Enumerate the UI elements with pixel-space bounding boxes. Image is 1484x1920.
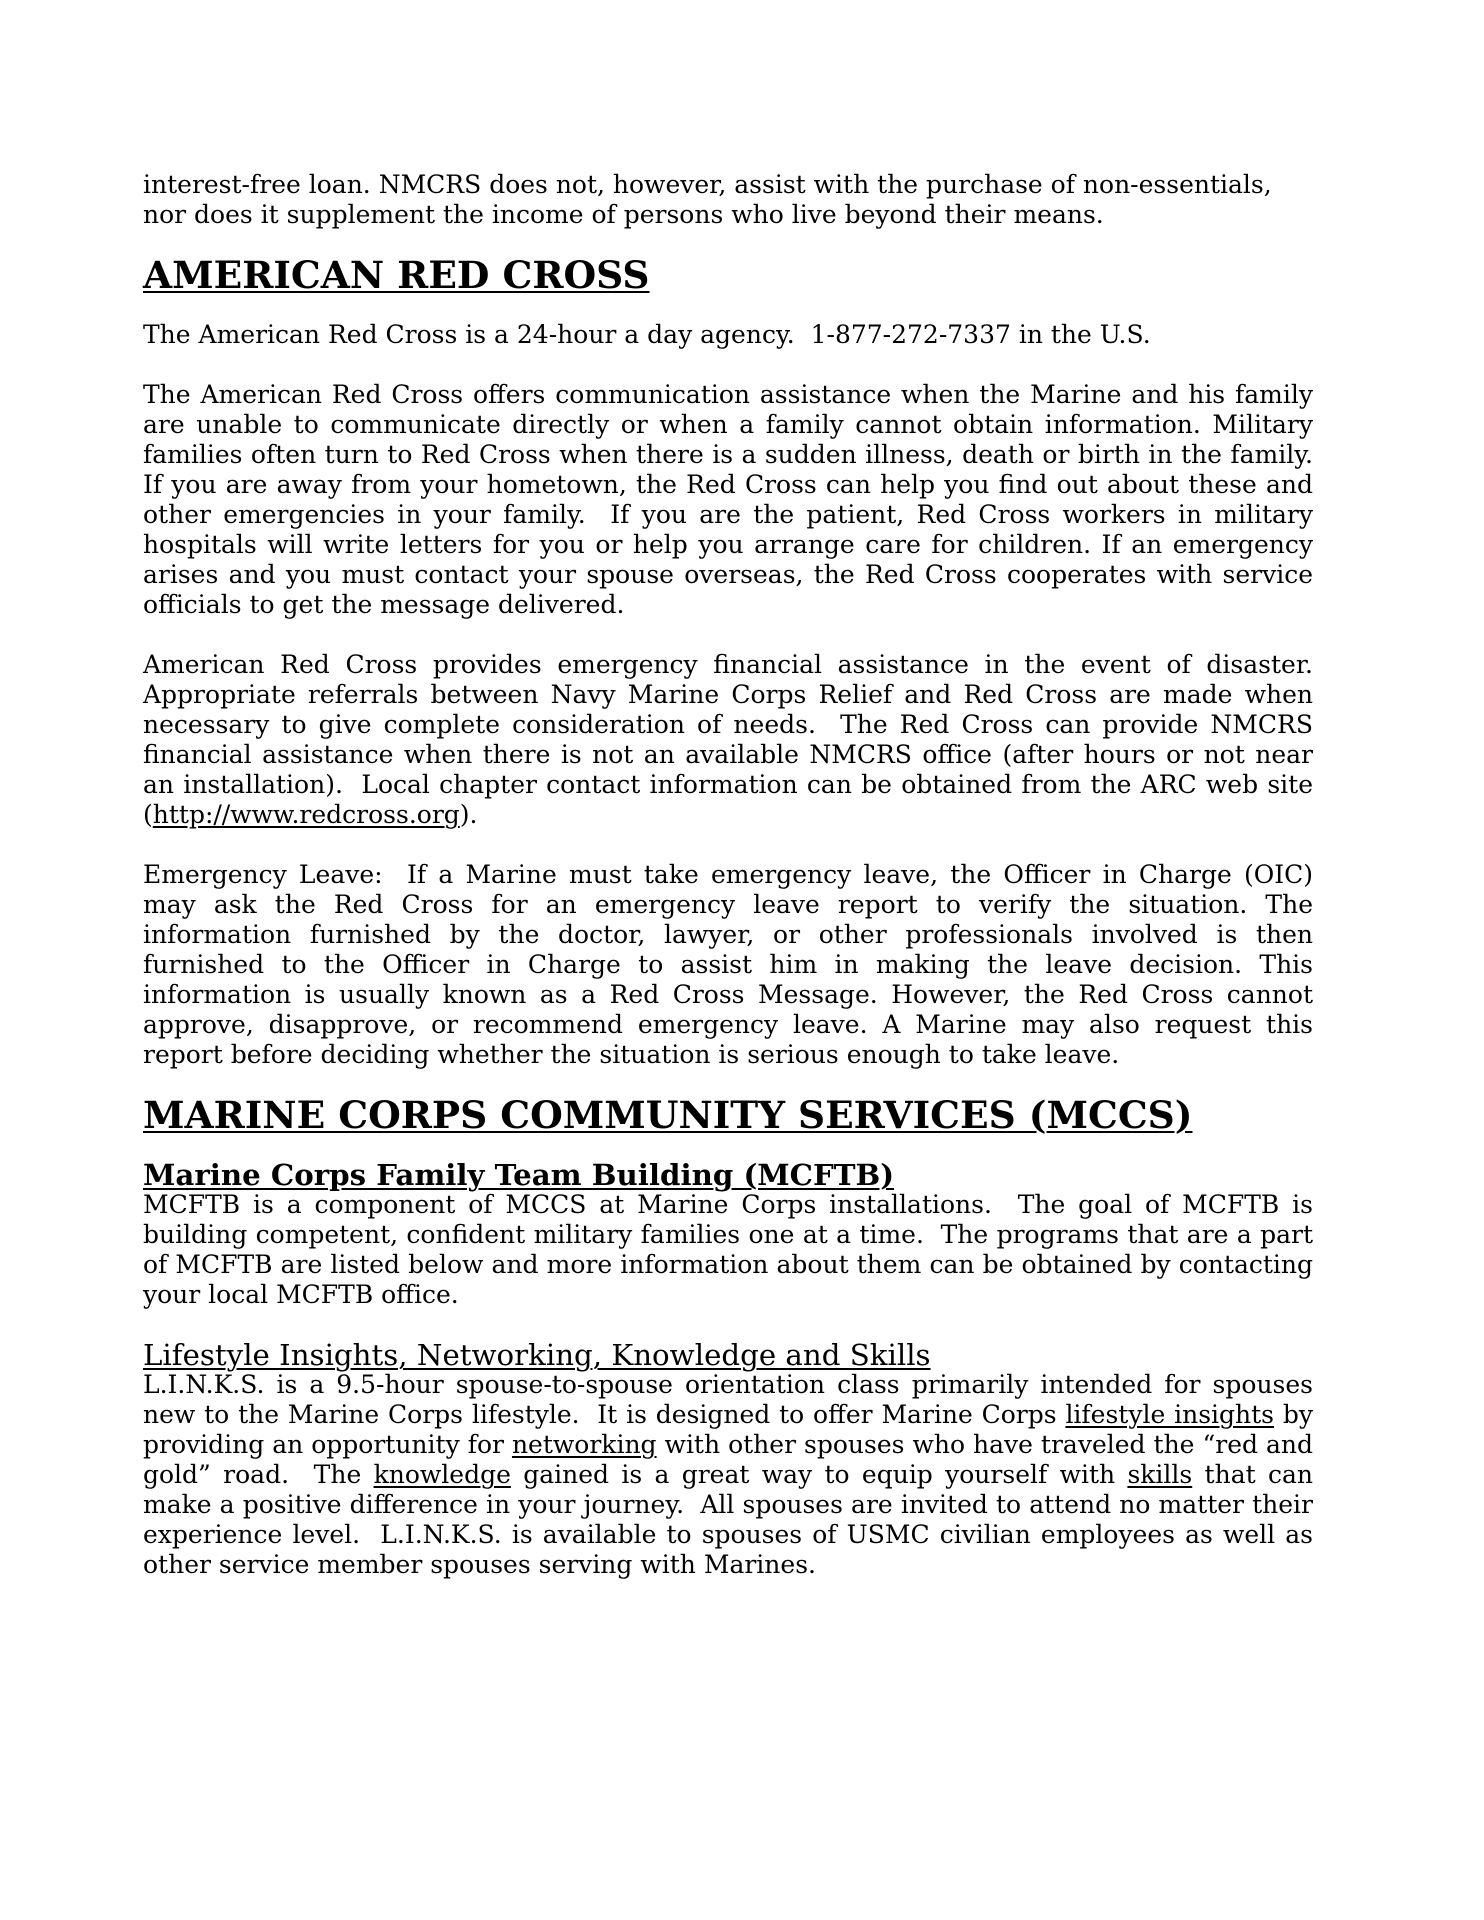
text-run: with other spouses who have traveled the “red and gold” road. The bbox=[143, 1430, 1321, 1489]
text-run: interest-free loan. NMCRS does not, however, assist with the purchase of non-essentials, nor does it supplement the income of persons who live beyond their means. bbox=[143, 170, 1280, 229]
text-run: ). bbox=[459, 800, 478, 829]
text-run: The American Red Cross is a 24-hour a day agency. 1-877-272-7337 in the U.S. bbox=[143, 320, 1151, 349]
text-run: knowledge bbox=[373, 1460, 511, 1489]
text-run: L.I.N.K.S. is a 9.5-hour spouse-to-spouse orientation class primarily intended for spouses new to the Marine Corps lifestyle. It is designed to offer Marine Corps bbox=[143, 1370, 1321, 1429]
paragraph-arc-hotline bbox=[143, 320, 1313, 350]
paragraph-intro bbox=[143, 170, 1313, 230]
heading-text: Marine Corps Family Team Building (MCFTB) bbox=[143, 1158, 895, 1192]
text-run: MCFTB is a component of MCCS at Marine Corps installations. The goal of MCFTB is building competent, confident military families one at a time. The programs that are a part of MCFTB are listed below and more information about them can be obtained by contacting your local MCFTB office. bbox=[143, 1190, 1321, 1309]
text-run: by providing an opportunity for bbox=[143, 1400, 1321, 1459]
paragraph-arc-financial bbox=[143, 650, 1321, 830]
text-run: American Red Cross provides emergency financial assistance in the event of disaster. Appropriate referrals between Navy Marine Corps Relief and Red Cross are made when necessary to give complete consideration of needs. The Red Cross can provide NMCRS financial assistance when there is not an available NMCRS office (after hours or not near an installation). Local chapter contact information can be obtained from the ARC web site ( bbox=[143, 650, 1321, 829]
document-page bbox=[143, 170, 1321, 1580]
text-run: networking bbox=[511, 1430, 657, 1459]
heading-text: MARINE CORPS COMMUNITY SERVICES (MCCS) bbox=[143, 1093, 1193, 1137]
heading-mcftb bbox=[143, 1160, 1313, 1190]
paragraph-arc-communication bbox=[143, 380, 1321, 620]
heading-text: Lifestyle Insights, Networking, Knowledge and Skills bbox=[143, 1338, 931, 1372]
paragraph-mcftb-overview bbox=[143, 1190, 1321, 1310]
text-run: skills bbox=[1127, 1460, 1193, 1489]
heading-text: AMERICAN RED CROSS bbox=[143, 253, 650, 297]
redcross-url[interactable]: http://www.redcross.org bbox=[152, 800, 460, 829]
paragraph-emergency-leave bbox=[143, 860, 1321, 1070]
paragraph-links-description bbox=[143, 1370, 1321, 1580]
text-run: lifestyle insights bbox=[1065, 1400, 1275, 1429]
text-run: Emergency Leave: If a Marine must take emergency leave, the Officer in Charge (OIC) may ask the Red Cross for an emergency leave report to verify the situation. The information furnished by the doctor, lawyer, or other professionals involved is then furnished to the Officer in Charge to assist him in making the leave decision. This information is usually known as a Red Cross Message. However, the Red Cross cannot approve, disapprove, or recommend emergency leave. A Marine may also request this report before deciding whether the situation is serious enough to take leave. bbox=[143, 860, 1321, 1069]
heading-links bbox=[143, 1340, 1313, 1370]
heading-mccs bbox=[143, 1093, 1313, 1137]
text-run: gained is a great way to equip yourself with bbox=[510, 1460, 1128, 1489]
heading-american-red-cross bbox=[143, 253, 1313, 297]
text-run: The American Red Cross offers communication assistance when the Marine and his family are unable to communicate directly or when a family cannot obtain information. Military families often turn to Red Cross when there is a sudden illness, death or birth in the family. If you are away from your hometown, the Red Cross can help you find out about these and other emergencies in your family. If you are the patient, Red Cross workers in military hospitals will write letters for you or help you arrange care for children. If an emergency arises and you must contact your spouse overseas, the Red Cross cooperates with service officials to get the message delivered. bbox=[143, 380, 1321, 619]
text-run: that can make a positive difference in your journey. All spouses are invited to attend no matter their experience level. L.I.N.K.S. is available to spouses of USMC civilian employees as well as other service member spouses serving with Marines. bbox=[143, 1460, 1321, 1579]
